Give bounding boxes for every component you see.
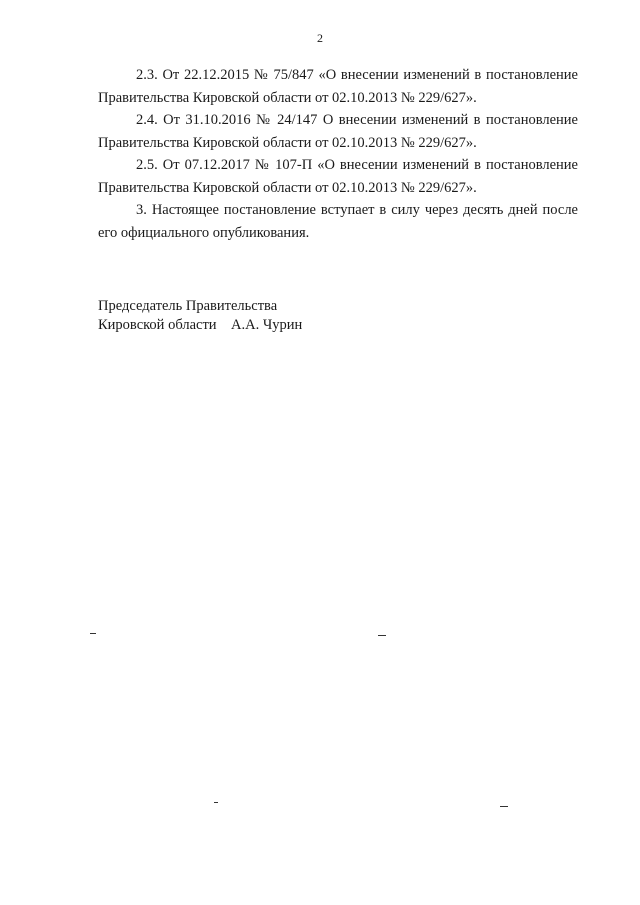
scan-speck — [378, 635, 386, 636]
scan-speck — [214, 802, 218, 803]
paragraph-2-3: 2.3. От 22.12.2015 № 75/847 «О внесении изменений в постановление Правительства Кировской области от 02.10.2013 № 229/627». — [98, 67, 578, 106]
page-number: 2 — [317, 31, 323, 45]
paragraph-2-4: 2.4. От 31.10.2016 № 24/147 О внесении изменений в постановление Правительства Кировской области от 02.10.2013 № 229/627». — [98, 112, 578, 151]
signature-name: Кировской области А.А. Чурин — [98, 317, 303, 333]
paragraph-2-5: 2.5. От 07.12.2017 № 107-П «О внесении изменений в постановление Правительства Кировской области от 02.10.2013 № 229/627». — [98, 157, 578, 196]
scan-speck — [500, 806, 508, 807]
paragraph-3: 3. Настоящее постановление вступает в силу через десять дней после его официального опубликования. — [98, 202, 578, 241]
signature-block — [98, 297, 398, 335]
signature-title: Председатель Правительства — [98, 298, 278, 314]
document-body — [98, 64, 578, 244]
scan-speck — [90, 633, 96, 634]
